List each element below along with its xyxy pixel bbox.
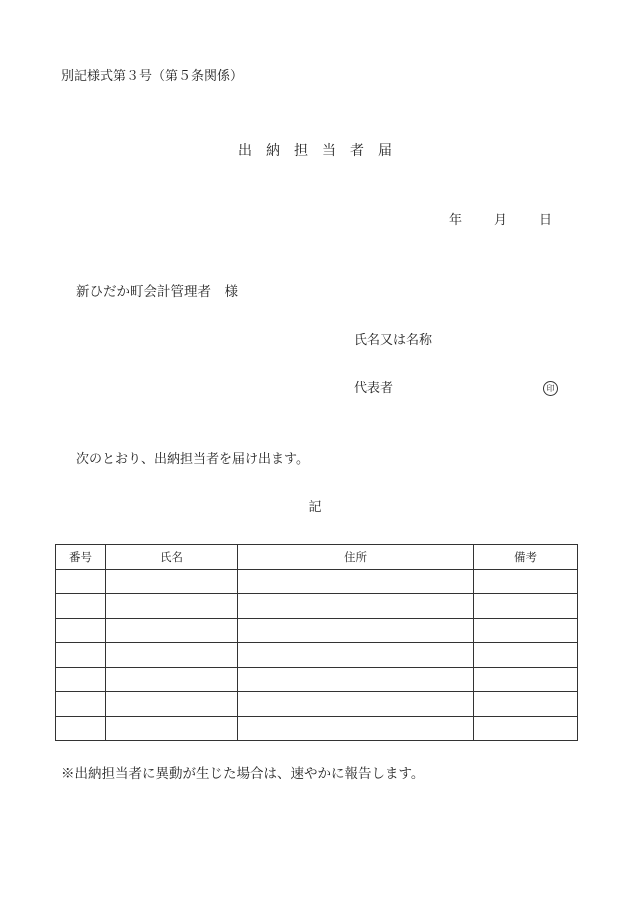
table-row [56, 667, 578, 692]
cell-remarks[interactable] [474, 618, 578, 643]
cell-address[interactable] [238, 692, 474, 717]
form-number: 別記様式第３号（第５条関係） [61, 69, 244, 84]
cell-address[interactable] [238, 643, 474, 668]
cell-name[interactable] [106, 594, 238, 619]
seal-icon: 印 [543, 381, 558, 396]
table-row [56, 692, 578, 717]
cell-name[interactable] [106, 692, 238, 717]
cell-name[interactable] [106, 643, 238, 668]
cell-remarks[interactable] [474, 716, 578, 741]
cell-address[interactable] [238, 569, 474, 594]
staff-table [55, 544, 578, 741]
column-header-number: 番号 [56, 545, 106, 570]
ki-heading: 記 [308, 500, 322, 515]
table-row [56, 594, 578, 619]
cell-name[interactable] [106, 716, 238, 741]
cell-number[interactable] [56, 716, 106, 741]
representative-label: 代表者 [354, 381, 394, 396]
document-title: 出 納 担 当 者 届 [238, 143, 392, 159]
cell-number[interactable] [56, 594, 106, 619]
applicant-name-label: 氏名又は名称 [354, 333, 433, 348]
cell-name[interactable] [106, 618, 238, 643]
cell-address[interactable] [238, 618, 474, 643]
cell-address[interactable] [238, 594, 474, 619]
cell-number[interactable] [56, 667, 106, 692]
table-row [56, 716, 578, 741]
cell-number[interactable] [56, 569, 106, 594]
cell-number[interactable] [56, 692, 106, 717]
date-day-label: 日 [539, 213, 553, 228]
table-row [56, 618, 578, 643]
table-row [56, 643, 578, 668]
cell-remarks[interactable] [474, 667, 578, 692]
cell-address[interactable] [238, 716, 474, 741]
cell-name[interactable] [106, 667, 238, 692]
table-row [56, 569, 578, 594]
cell-name[interactable] [106, 569, 238, 594]
column-header-remarks: 備考 [474, 545, 578, 570]
cell-remarks[interactable] [474, 643, 578, 668]
notice-text: ※出納担当者に異動が生じた場合は、速やかに報告します。 [61, 766, 425, 782]
cell-address[interactable] [238, 667, 474, 692]
column-header-address: 住所 [238, 545, 474, 570]
cell-remarks[interactable] [474, 692, 578, 717]
column-header-name: 氏名 [106, 545, 238, 570]
intro-text: 次のとおり、出納担当者を届け出ます。 [76, 452, 309, 467]
addressee: 新ひだか町会計管理者 様 [76, 284, 238, 300]
date-year-label: 年 [449, 213, 463, 228]
cell-remarks[interactable] [474, 569, 578, 594]
date-month-label: 月 [494, 213, 508, 228]
cell-remarks[interactable] [474, 594, 578, 619]
table-header-row [56, 545, 578, 570]
cell-number[interactable] [56, 643, 106, 668]
cell-number[interactable] [56, 618, 106, 643]
